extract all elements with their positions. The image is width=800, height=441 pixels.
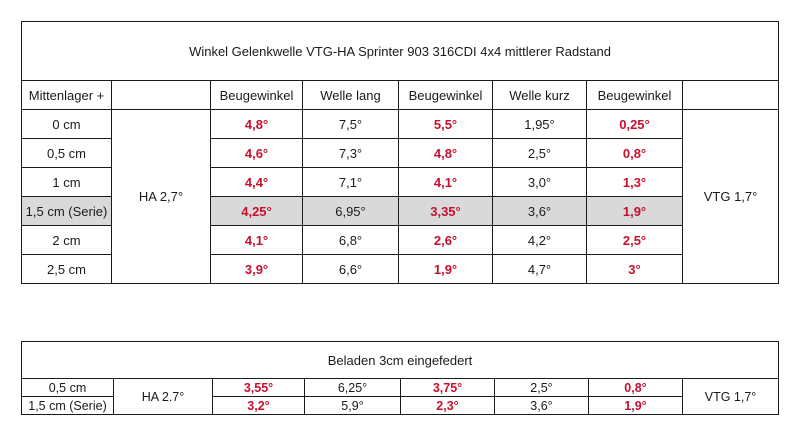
cell-beugewinkel-1: 4,8° [211,110,303,139]
cell-beugewinkel-1: 3,55° [213,379,305,397]
cell-welle-kurz: 2,5° [495,379,589,397]
cell-welle-lang: 6,6° [303,255,399,284]
cell-mittenlager: 2 cm [22,226,112,255]
cell-beugewinkel-2: 5,5° [399,110,493,139]
cell-welle-lang: 6,95° [303,197,399,226]
cell-beugewinkel-3: 2,5° [587,226,683,255]
cell-welle-kurz: 4,7° [493,255,587,284]
cell-mittenlager: 0 cm [22,110,112,139]
cell-welle-kurz: 3,6° [493,197,587,226]
cell-beugewinkel-2: 2,3° [401,397,495,415]
header-beugewinkel-2: Beugewinkel [399,81,493,110]
cell-beugewinkel-2: 3,35° [399,197,493,226]
cell-mittenlager: 2,5 cm [22,255,112,284]
cell-mittenlager: 0,5 cm [22,139,112,168]
cell-beugewinkel-1: 4,1° [211,226,303,255]
cell-beugewinkel-2: 1,9° [399,255,493,284]
header-beugewinkel-1: Beugewinkel [211,81,303,110]
cell-welle-kurz: 3,0° [493,168,587,197]
cell-beugewinkel-3: 1,3° [587,168,683,197]
header-beugewinkel-3: Beugewinkel [587,81,683,110]
table-row [22,110,779,139]
table-title: Winkel Gelenkwelle VTG-HA Sprinter 903 316CDI 4x4 mittlerer Radstand [22,22,779,81]
table-row [22,379,779,397]
cell-beugewinkel-1: 4,4° [211,168,303,197]
cell-beugewinkel-3: 0,25° [587,110,683,139]
cell-mittenlager: 1,5 cm (Serie) [22,197,112,226]
cell-welle-lang: 6,8° [303,226,399,255]
loaded-angle-table [21,341,779,415]
cell-beugewinkel-1: 4,6° [211,139,303,168]
cell-beugewinkel-3: 0,8° [589,379,683,397]
cell-mittenlager: 1,5 cm (Serie) [22,397,114,415]
cell-beugewinkel-3: 0,8° [587,139,683,168]
cell-welle-lang: 5,9° [305,397,401,415]
cell-beugewinkel-1: 3,9° [211,255,303,284]
header-mittenlager: Mittenlager + [22,81,112,110]
angle-table [21,21,779,284]
cell-welle-kurz: 2,5° [493,139,587,168]
header-vtg [683,81,779,110]
cell-beugewinkel-2: 3,75° [401,379,495,397]
vtg-angle-cell: VTG 1,7° [683,379,779,415]
cell-mittenlager: 0,5 cm [22,379,114,397]
cell-welle-lang: 7,1° [303,168,399,197]
cell-welle-kurz: 3,6° [495,397,589,415]
header-row [22,81,779,110]
cell-beugewinkel-2: 2,6° [399,226,493,255]
cell-welle-kurz: 1,95° [493,110,587,139]
cell-welle-lang: 7,3° [303,139,399,168]
header-ha [112,81,211,110]
cell-beugewinkel-1: 3,2° [213,397,305,415]
header-welle-kurz: Welle kurz [493,81,587,110]
vtg-angle-cell: VTG 1,7° [683,110,779,284]
header-welle-lang: Welle lang [303,81,399,110]
cell-welle-kurz: 4,2° [493,226,587,255]
cell-beugewinkel-2: 4,8° [399,139,493,168]
cell-beugewinkel-3: 1,9° [587,197,683,226]
cell-welle-lang: 6,25° [305,379,401,397]
cell-beugewinkel-2: 4,1° [399,168,493,197]
table-title: Beladen 3cm eingefedert [22,342,779,379]
cell-beugewinkel-1: 4,25° [211,197,303,226]
cell-mittenlager: 1 cm [22,168,112,197]
cell-beugewinkel-3: 3° [587,255,683,284]
cell-beugewinkel-3: 1,9° [589,397,683,415]
ha-angle-cell: HA 2.7° [114,379,213,415]
cell-welle-lang: 7,5° [303,110,399,139]
ha-angle-cell: HA 2,7° [112,110,211,284]
